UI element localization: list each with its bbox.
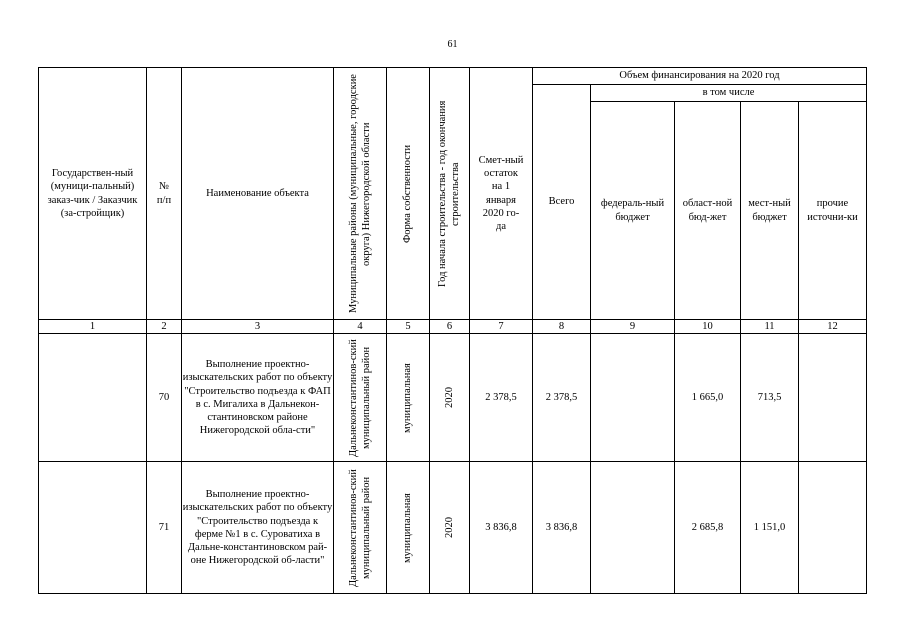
- row-district-cell: [334, 334, 387, 462]
- column-number: 11: [741, 320, 799, 334]
- row-district-cell: [334, 462, 387, 594]
- header-years-cell: [430, 68, 470, 320]
- column-number: 2: [147, 320, 182, 334]
- row-object-name: Выполнение проектно-изыскательских работ по объекту "Строительство подъезда к ферме №1 в с. Суроватиха в Дальне-константиновском рай-оне Нижегородской об-ласти": [182, 462, 334, 594]
- row-federal: [591, 462, 675, 594]
- row-other: [799, 334, 867, 462]
- column-number: 8: [533, 320, 591, 334]
- row-ownership: муниципальная: [402, 492, 414, 563]
- row-years-cell: [430, 334, 470, 462]
- table-row: [39, 462, 867, 594]
- row-years-cell: [430, 462, 470, 594]
- column-number: 12: [799, 320, 867, 334]
- row-number: 71: [147, 462, 182, 594]
- row-object-name: Выполнение проектно-изыскательских работ по объекту "Строительство подъезда к ФАП в с. Мигалиха в Дальнекон-стантиновском районе Нижегородской обла-сти": [182, 334, 334, 462]
- header-regional: област-ной бюд-жет: [675, 102, 741, 320]
- header-local: мест-ный бюджет: [741, 102, 799, 320]
- row-regional: 1 665,0: [675, 334, 741, 462]
- column-number-row: [39, 320, 867, 334]
- row-other: [799, 462, 867, 594]
- column-number: 4: [334, 320, 387, 334]
- header-estimate-balance: Смет-ный остаток на 1 января 2020 го-да: [470, 68, 533, 320]
- row-local: 713,5: [741, 334, 799, 462]
- header-number: № п/п: [147, 68, 182, 320]
- column-number: 5: [387, 320, 430, 334]
- header-federal: федераль-ный бюджет: [591, 102, 675, 320]
- row-customer: [39, 462, 147, 594]
- row-total: 2 378,5: [533, 334, 591, 462]
- column-number: 10: [675, 320, 741, 334]
- financing-table: [38, 67, 867, 594]
- row-federal: [591, 334, 675, 462]
- header-district-cell: [334, 68, 387, 320]
- row-ownership-cell: [387, 334, 430, 462]
- header-district: Муниципальные районы (муниципальные, городские округа) Нижегородской области: [347, 74, 372, 313]
- row-ownership-cell: [387, 462, 430, 594]
- row-ownership: муниципальная: [402, 362, 414, 433]
- table-row: [39, 334, 867, 462]
- row-number: 70: [147, 334, 182, 462]
- row-regional: 2 685,8: [675, 462, 741, 594]
- header-other: прочие источни-ки: [799, 102, 867, 320]
- row-estimate-balance: 2 378,5: [470, 334, 533, 462]
- column-number: 6: [430, 320, 470, 334]
- header-total: Всего: [533, 85, 591, 320]
- header-financing: Объем финансирования на 2020 год: [533, 68, 867, 85]
- page-number: 61: [447, 39, 458, 50]
- row-total: 3 836,8: [533, 462, 591, 594]
- row-customer: [39, 334, 147, 462]
- row-estimate-balance: 3 836,8: [470, 462, 533, 594]
- header-ownership-cell: [387, 68, 430, 320]
- header-years: Год начала строительства - год окончания строительства: [437, 100, 462, 287]
- row-district: Дальнеконстантинов-ский муниципальный район: [347, 338, 372, 457]
- header-ownership: Форма собственности: [402, 144, 414, 243]
- row-years: 2020: [443, 517, 455, 539]
- row-district: Дальнеконстантинов-ский муниципальный район: [347, 468, 372, 587]
- header-customer: Государствен-ный (муници-пальный) заказ-чик / Заказчик (за-стройщик): [39, 68, 147, 320]
- header-including: в том числе: [591, 85, 867, 102]
- row-local: 1 151,0: [741, 462, 799, 594]
- row-years: 2020: [443, 387, 455, 409]
- column-number: 3: [182, 320, 334, 334]
- header-object-name: Наименование объекта: [182, 68, 334, 320]
- column-number: 1: [39, 320, 147, 334]
- column-number: 7: [470, 320, 533, 334]
- column-number: 9: [591, 320, 675, 334]
